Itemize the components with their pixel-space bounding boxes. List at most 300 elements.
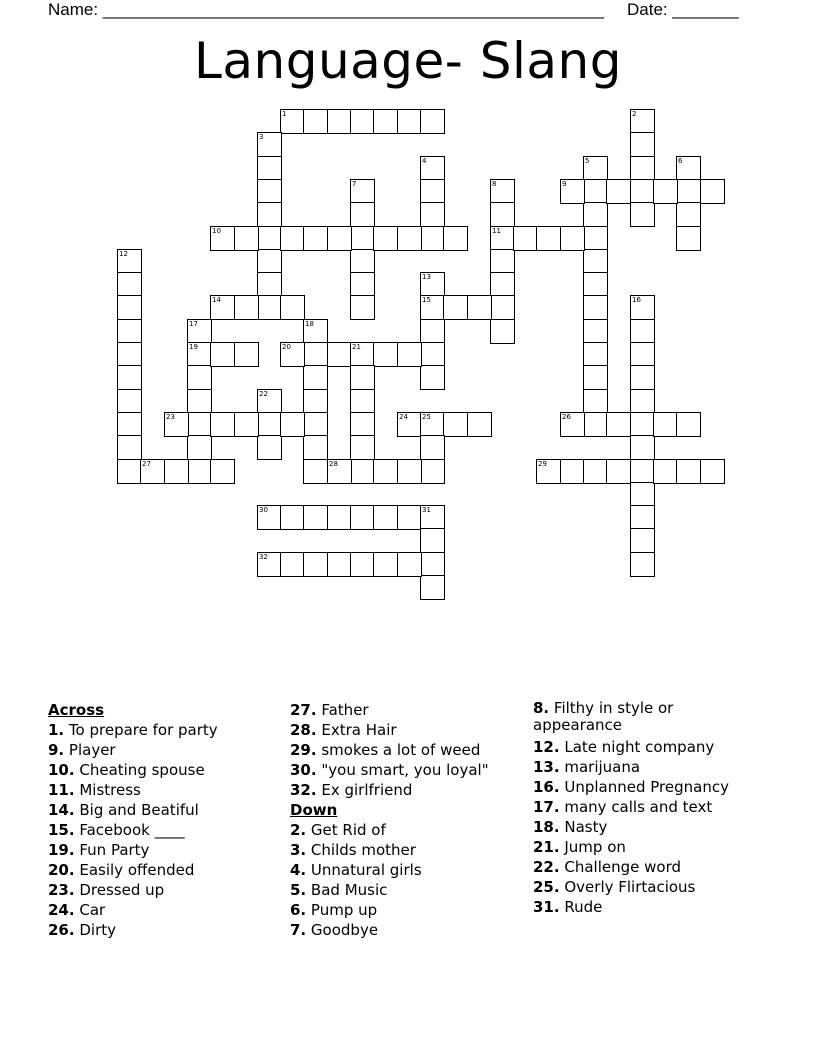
crossword-cell[interactable] [420, 295, 445, 320]
cell-number: 24 [399, 413, 408, 421]
crossword-cell[interactable] [303, 109, 328, 134]
date-line: Date: _______ [627, 0, 739, 19]
cell-number: 7 [352, 180, 357, 188]
crossword-cell[interactable] [350, 226, 375, 251]
clue-item [533, 897, 763, 917]
clue-item [290, 820, 520, 840]
crossword-cell[interactable] [490, 295, 515, 320]
crossword-cell[interactable] [117, 459, 142, 484]
crossword-cell[interactable] [397, 459, 422, 484]
clue-text: Father [321, 701, 369, 719]
crossword-cell[interactable] [467, 412, 492, 437]
clue-text: To prepare for party [68, 721, 218, 739]
crossword-cell[interactable] [350, 552, 375, 577]
clue-text: Dressed up [79, 881, 165, 899]
crossword-cell[interactable] [490, 179, 515, 204]
clue-item [48, 800, 278, 820]
crossword-cell[interactable] [397, 342, 422, 367]
cell-number: 25 [422, 413, 431, 421]
crossword-cell[interactable] [536, 226, 561, 251]
clue-number: 11. [48, 781, 75, 799]
clue-item [533, 737, 763, 757]
cell-number: 13 [422, 273, 431, 281]
crossword-cell[interactable] [373, 342, 398, 367]
crossword-cell[interactable] [653, 412, 678, 437]
crossword-cell[interactable] [117, 249, 142, 274]
crossword-cell[interactable] [210, 342, 235, 367]
crossword-cell[interactable] [420, 156, 445, 181]
clue-item [48, 880, 278, 900]
clue-text: "you smart, you loyal" [321, 761, 489, 779]
clue-item [48, 740, 278, 760]
crossword-cell[interactable] [210, 295, 235, 320]
clue-number: 29. [290, 741, 317, 759]
cell-number: 8 [492, 180, 497, 188]
cell-number: 30 [259, 506, 268, 514]
clue-text: Car [79, 901, 106, 919]
crossword-cell[interactable] [536, 459, 561, 484]
crossword-cell[interactable] [164, 412, 189, 437]
clue-number: 7. [290, 921, 307, 939]
clue-item [48, 760, 278, 780]
crossword-cell[interactable] [373, 226, 398, 251]
cell-number: 12 [119, 250, 128, 258]
crossword-cell[interactable] [350, 109, 375, 134]
clue-item [533, 700, 763, 734]
crossword-cell[interactable] [234, 295, 259, 320]
clue-item [533, 857, 763, 877]
crossword-cell[interactable] [443, 412, 468, 437]
clue-number: 5. [290, 881, 307, 899]
crossword-cell[interactable] [210, 226, 235, 251]
crossword-cell[interactable] [280, 505, 305, 530]
clue-number: 30. [290, 761, 317, 779]
crossword-cell[interactable] [350, 365, 375, 390]
crossword-cell[interactable] [583, 249, 608, 274]
crossword-cell[interactable] [257, 412, 282, 437]
crossword-cell[interactable] [420, 226, 445, 251]
crossword-cell[interactable] [117, 389, 142, 414]
crossword-cell[interactable] [583, 342, 608, 367]
down-heading: Down [290, 801, 338, 819]
clue-number: 24. [48, 901, 75, 919]
clue-number: 32. [290, 781, 317, 799]
clue-text: Filthy in style or appearance [533, 699, 674, 734]
clue-number: 13. [533, 758, 560, 776]
clue-text: Pump up [310, 901, 378, 919]
crossword-cell[interactable] [583, 412, 608, 437]
clue-number: 16. [533, 778, 560, 796]
clue-item [533, 837, 763, 857]
clue-text: Unnatural girls [310, 861, 422, 879]
crossword-cell[interactable] [257, 249, 282, 274]
clue-item [533, 797, 763, 817]
clue-text: smokes a lot of weed [321, 741, 481, 759]
crossword-cell[interactable] [327, 552, 352, 577]
crossword-cell[interactable] [303, 226, 328, 251]
clue-item [290, 720, 520, 740]
crossword-cell[interactable] [630, 156, 655, 181]
clue-text: Jump on [564, 838, 626, 856]
crossword-cell[interactable] [420, 342, 445, 367]
clue-text: Nasty [564, 818, 608, 836]
puzzle-title: Language- Slang [194, 32, 622, 90]
clue-text: Fun Party [79, 841, 150, 859]
clue-item [48, 720, 278, 740]
clue-text: Extra Hair [321, 721, 397, 739]
crossword-cell[interactable] [676, 202, 701, 227]
crossword-cell[interactable] [303, 342, 328, 367]
crossword-cell[interactable] [234, 226, 259, 251]
crossword-cell[interactable] [117, 342, 142, 367]
crossword-cell[interactable] [630, 109, 655, 134]
clue-number: 4. [290, 861, 307, 879]
crossword-cell[interactable] [350, 412, 375, 437]
cell-number: 31 [422, 506, 431, 514]
crossword-cell[interactable] [676, 226, 701, 251]
crossword-cell[interactable] [117, 295, 142, 320]
crossword-cell[interactable] [117, 365, 142, 390]
cell-number: 18 [305, 320, 314, 328]
crossword-cell[interactable] [234, 412, 259, 437]
clue-number: 1. [48, 721, 65, 739]
clue-text: Mistress [79, 781, 141, 799]
crossword-cell[interactable] [187, 435, 212, 460]
crossword-cell[interactable] [630, 132, 655, 157]
crossword-cell[interactable] [583, 459, 608, 484]
crossword-cell[interactable] [303, 505, 328, 530]
crossword-cell[interactable] [560, 459, 585, 484]
clue-text: Get Rid of [310, 821, 386, 839]
crossword-cell[interactable] [280, 552, 305, 577]
clue-text: Rude [564, 898, 603, 916]
crossword-cell[interactable] [257, 132, 282, 157]
clue-text: Facebook ____ [79, 821, 185, 839]
crossword-cell[interactable] [257, 179, 282, 204]
clue-text: Late night company [564, 738, 715, 756]
crossword-cell[interactable] [630, 505, 655, 530]
clue-number: 31. [533, 898, 560, 916]
crossword-cell[interactable] [676, 412, 701, 437]
clue-text: Overly Flirtacious [564, 878, 696, 896]
crossword-cell[interactable] [560, 179, 585, 204]
crossword-cell[interactable] [350, 179, 375, 204]
crossword-cell[interactable] [280, 109, 305, 134]
clue-item [290, 880, 520, 900]
crossword-cell[interactable] [187, 459, 212, 484]
crossword-cell[interactable] [630, 435, 655, 460]
clue-number: 8. [533, 699, 550, 717]
clue-number: 25. [533, 878, 560, 896]
crossword-cell[interactable] [630, 202, 655, 227]
crossword-cell[interactable] [606, 179, 631, 204]
clue-number: 23. [48, 881, 75, 899]
crossword-cell[interactable] [303, 389, 328, 414]
crossword-cell[interactable] [467, 295, 492, 320]
crossword-cell[interactable] [303, 552, 328, 577]
clue-text: Ex girlfriend [321, 781, 413, 799]
clues-column-3 [533, 700, 763, 917]
crossword-cell[interactable] [257, 435, 282, 460]
clue-number: 2. [290, 821, 307, 839]
crossword-cell[interactable] [676, 156, 701, 181]
crossword-cell[interactable] [560, 226, 585, 251]
crossword-cell[interactable] [373, 109, 398, 134]
crossword-cell[interactable] [700, 179, 725, 204]
crossword-cell[interactable] [583, 202, 608, 227]
crossword-cell[interactable] [420, 109, 445, 134]
cell-number: 23 [166, 413, 175, 421]
cell-number: 10 [212, 227, 221, 235]
clue-text: Challenge word [564, 858, 681, 876]
crossword-cell[interactable] [420, 435, 445, 460]
clue-text: Goodbye [310, 921, 379, 939]
crossword-cell[interactable] [513, 226, 538, 251]
crossword-cell[interactable] [350, 435, 375, 460]
clue-number: 17. [533, 798, 560, 816]
crossword-cell[interactable] [350, 505, 375, 530]
crossword-cell[interactable] [303, 319, 328, 344]
crossword-cell[interactable] [303, 435, 328, 460]
clue-text: Childs mother [310, 841, 416, 859]
crossword-cell[interactable] [443, 295, 468, 320]
clue-item [48, 920, 278, 940]
crossword-cell[interactable] [350, 249, 375, 274]
clue-item [533, 757, 763, 777]
crossword-cell[interactable] [140, 459, 165, 484]
crossword-cell[interactable] [257, 505, 282, 530]
crossword-cell[interactable] [630, 319, 655, 344]
crossword-cell[interactable] [676, 459, 701, 484]
crossword-cell[interactable] [653, 459, 678, 484]
clue-item [48, 840, 278, 860]
crossword-cell[interactable] [327, 109, 352, 134]
clue-text: Easily offended [79, 861, 195, 879]
crossword-cell[interactable] [630, 412, 655, 437]
clue-number: 19. [48, 841, 75, 859]
crossword-cell[interactable] [630, 365, 655, 390]
clue-item [48, 860, 278, 880]
crossword-cell[interactable] [700, 459, 725, 484]
clue-number: 20. [48, 861, 75, 879]
crossword-cell[interactable] [303, 412, 328, 437]
cell-number: 26 [562, 413, 571, 421]
crossword-cell[interactable] [630, 342, 655, 367]
crossword-cell[interactable] [630, 552, 655, 577]
clue-item [48, 900, 278, 920]
clue-item [290, 920, 520, 940]
cell-number: 3 [259, 133, 264, 141]
clue-item [48, 820, 278, 840]
clue-text: Dirty [79, 921, 117, 939]
crossword-cell[interactable] [280, 295, 305, 320]
crossword-cell[interactable] [630, 459, 655, 484]
clue-text: Bad Music [310, 881, 388, 899]
crossword-cell[interactable] [630, 528, 655, 553]
crossword-cell[interactable] [606, 459, 631, 484]
name-line: Name: _____________________________________________________ [48, 0, 604, 19]
crossword-cell[interactable] [117, 319, 142, 344]
crossword-cell[interactable] [583, 272, 608, 297]
clue-text: Cheating spouse [79, 761, 205, 779]
clue-text: Player [68, 741, 116, 759]
cell-number: 29 [538, 460, 547, 468]
cell-number: 16 [632, 296, 641, 304]
crossword-cell[interactable] [630, 482, 655, 507]
clue-item [290, 860, 520, 880]
crossword-cell[interactable] [397, 226, 422, 251]
crossword-cell[interactable] [280, 226, 305, 251]
clue-number: 3. [290, 841, 307, 859]
crossword-cell[interactable] [117, 412, 142, 437]
crossword-cell[interactable] [257, 156, 282, 181]
crossword-cell[interactable] [257, 389, 282, 414]
crossword-cell[interactable] [490, 249, 515, 274]
cell-number: 19 [189, 343, 198, 351]
crossword-cell[interactable] [257, 202, 282, 227]
crossword-cell[interactable] [420, 528, 445, 553]
crossword-cell[interactable] [327, 226, 352, 251]
cell-number: 21 [352, 343, 361, 351]
crossword-cell[interactable] [443, 226, 468, 251]
cell-number: 17 [189, 320, 198, 328]
crossword-cell[interactable] [257, 295, 282, 320]
crossword-cell[interactable] [280, 412, 305, 437]
crossword-cell[interactable] [420, 412, 445, 437]
clue-item [533, 777, 763, 797]
clue-number: 12. [533, 738, 560, 756]
clue-number: 10. [48, 761, 75, 779]
clue-item [290, 760, 520, 780]
clue-number: 21. [533, 838, 560, 856]
crossword-cell[interactable] [630, 295, 655, 320]
clue-item [290, 780, 520, 800]
clue-item [290, 740, 520, 760]
crossword-cell[interactable] [327, 459, 352, 484]
crossword-cell[interactable] [420, 505, 445, 530]
crossword-cell[interactable] [676, 179, 701, 204]
crossword-cell[interactable] [490, 272, 515, 297]
crossword-cell[interactable] [420, 179, 445, 204]
crossword-cell[interactable] [583, 179, 608, 204]
clue-item [290, 700, 520, 720]
crossword-cell[interactable] [583, 389, 608, 414]
crossword-cell[interactable] [210, 412, 235, 437]
crossword-cell[interactable] [630, 179, 655, 204]
cell-number: 15 [422, 296, 431, 304]
crossword-cell[interactable] [583, 365, 608, 390]
crossword-cell[interactable] [187, 412, 212, 437]
crossword-cell[interactable] [350, 342, 375, 367]
crossword-cell[interactable] [397, 552, 422, 577]
clue-text: Unplanned Pregnancy [564, 778, 729, 796]
crossword-cell[interactable] [257, 552, 282, 577]
crossword-cell[interactable] [234, 342, 259, 367]
clue-item [48, 780, 278, 800]
crossword-cell[interactable] [257, 226, 282, 251]
cell-number: 22 [259, 390, 268, 398]
crossword-cell[interactable] [420, 202, 445, 227]
crossword-cell[interactable] [350, 459, 375, 484]
crossword-cell[interactable] [350, 272, 375, 297]
crossword-cell[interactable] [583, 319, 608, 344]
crossword-cell[interactable] [187, 342, 212, 367]
crossword-cell[interactable] [327, 505, 352, 530]
crossword-cell[interactable] [420, 365, 445, 390]
clue-number: 14. [48, 801, 75, 819]
crossword-cell[interactable] [303, 459, 328, 484]
cell-number: 14 [212, 296, 221, 304]
clue-item [533, 877, 763, 897]
crossword-cell[interactable] [490, 319, 515, 344]
cell-number: 28 [329, 460, 338, 468]
cell-number: 5 [585, 157, 590, 165]
clue-text: Big and Beatiful [79, 801, 199, 819]
crossword-cell[interactable] [397, 412, 422, 437]
crossword-cell[interactable] [187, 389, 212, 414]
cell-number: 20 [282, 343, 291, 351]
cell-number: 1 [282, 110, 287, 118]
crossword-cell[interactable] [210, 459, 235, 484]
crossword-cell[interactable] [257, 272, 282, 297]
crossword-cell[interactable] [583, 295, 608, 320]
crossword-cell[interactable] [490, 202, 515, 227]
cell-number: 9 [562, 180, 567, 188]
crossword-cell[interactable] [303, 365, 328, 390]
clue-number: 15. [48, 821, 75, 839]
crossword-cell[interactable] [583, 226, 608, 251]
crossword-cell[interactable] [164, 459, 189, 484]
cell-number: 27 [142, 460, 151, 468]
clues-column-2 [290, 700, 520, 940]
clue-number: 9. [48, 741, 65, 759]
clue-item [290, 840, 520, 860]
crossword-cell[interactable] [420, 319, 445, 344]
crossword-cell[interactable] [187, 365, 212, 390]
crossword-cell[interactable] [373, 505, 398, 530]
crossword-cell[interactable] [420, 575, 445, 600]
crossword-cell[interactable] [117, 435, 142, 460]
crossword-cell[interactable] [420, 552, 445, 577]
crossword-cell[interactable] [350, 202, 375, 227]
cell-number: 2 [632, 110, 637, 118]
crossword-cell[interactable] [583, 156, 608, 181]
cell-number: 6 [678, 157, 683, 165]
clue-number: 28. [290, 721, 317, 739]
crossword-cell[interactable] [630, 389, 655, 414]
crossword-cell[interactable] [653, 179, 678, 204]
clue-text: marijuana [564, 758, 641, 776]
crossword-cell[interactable] [327, 342, 352, 367]
clue-number: 26. [48, 921, 75, 939]
crossword-cell[interactable] [420, 459, 445, 484]
crossword-cell[interactable] [117, 272, 142, 297]
cell-number: 4 [422, 157, 427, 165]
crossword-cell[interactable] [373, 552, 398, 577]
crossword-cell[interactable] [397, 505, 422, 530]
crossword-cell[interactable] [490, 226, 515, 251]
crossword-cell[interactable] [280, 342, 305, 367]
crossword-cell[interactable] [420, 272, 445, 297]
crossword-cell[interactable] [350, 389, 375, 414]
crossword-cell[interactable] [350, 295, 375, 320]
crossword-cell[interactable] [397, 109, 422, 134]
crossword-cell[interactable] [606, 412, 631, 437]
crossword-cell[interactable] [187, 319, 212, 344]
crossword-cell[interactable] [560, 412, 585, 437]
across-heading: Across [48, 701, 105, 719]
crossword-cell[interactable] [373, 459, 398, 484]
